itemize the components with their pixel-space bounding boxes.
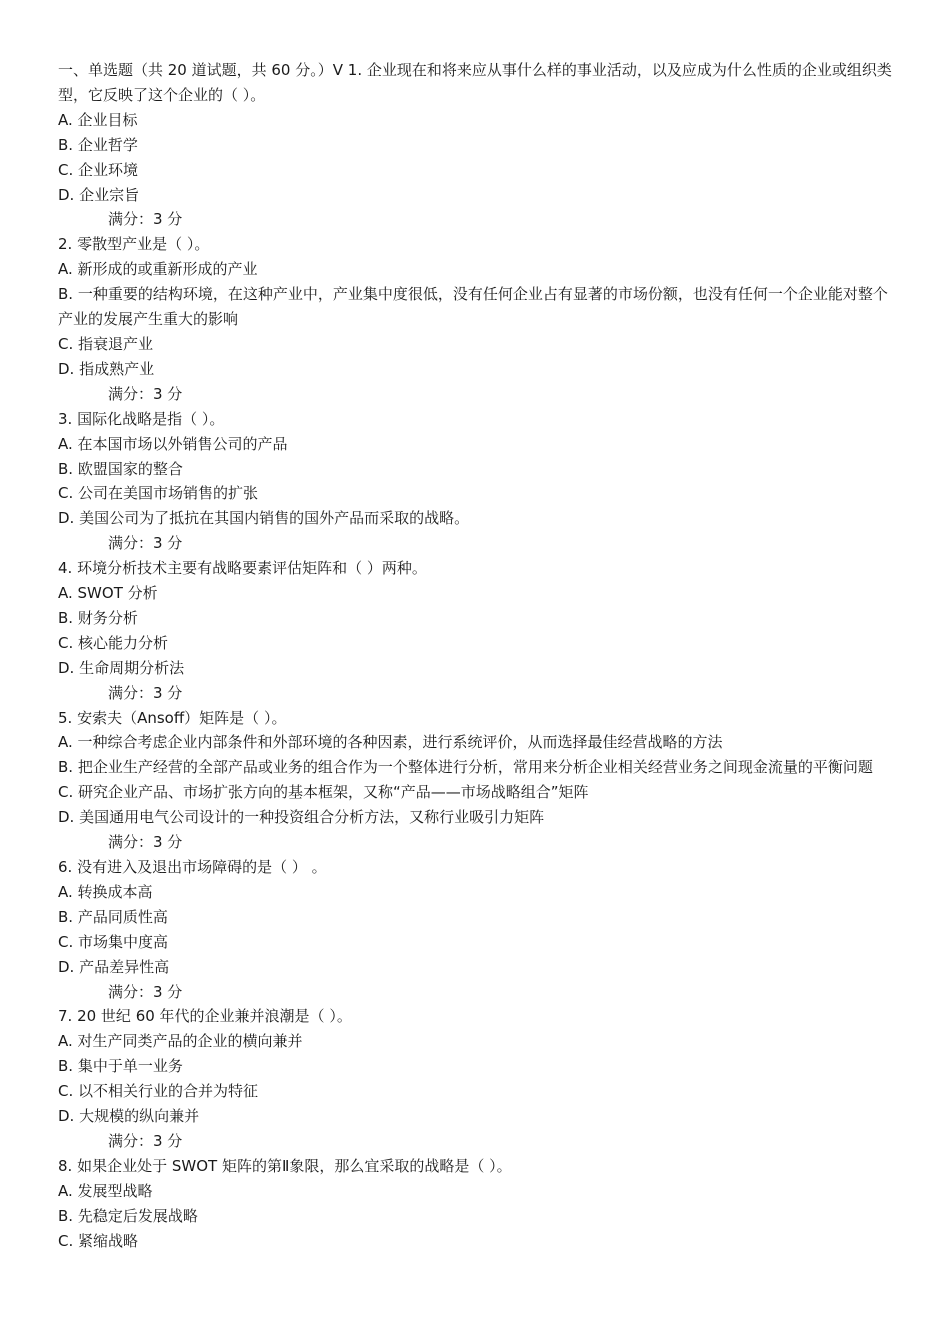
option-d: D. 大规模的纵向兼并 bbox=[58, 1107, 200, 1126]
option-b: B. 集中于单一业务 bbox=[58, 1057, 183, 1076]
question-3: 3. 国际化战略是指（ ）。 bbox=[58, 409, 225, 428]
option-c: C. 紧缩战略 bbox=[58, 1231, 139, 1250]
option-a: A. 在本国市场以外销售公司的产品 bbox=[58, 434, 288, 453]
score-line: 满分：3 分 bbox=[108, 1131, 183, 1150]
option-b: B. 财务分析 bbox=[58, 608, 138, 627]
option-d: D. 指成熟产业 bbox=[58, 359, 155, 378]
question-1-options bbox=[58, 108, 894, 208]
question-7: 7. 20 世纪 60 年代的企业兼并浪潮是（ ）。 bbox=[58, 1007, 352, 1026]
option-a: A. 对生产同类产品的企业的横向兼并 bbox=[58, 1032, 303, 1051]
option-d: D. 产品差异性高 bbox=[58, 957, 170, 976]
option-c: C. 指衰退产业 bbox=[58, 334, 154, 353]
option-b: B. 产品同质性高 bbox=[58, 907, 168, 926]
option-a: A. SWOT 分析 bbox=[58, 584, 158, 603]
option-d: D. 企业宗旨 bbox=[58, 185, 140, 204]
option-a: A. 一种综合考虑企业内部条件和外部环境的各种因素，进行系统评价，从而选择最佳经营战略的方法 bbox=[58, 733, 723, 752]
question-5: 5. 安索夫（Ansoff）矩阵是（ ）。 bbox=[58, 708, 287, 727]
score-line: 满分：3 分 bbox=[108, 683, 183, 702]
score-line: 满分：3 分 bbox=[108, 384, 183, 403]
option-d: D. 美国通用电气公司设计的一种投资组合分析方法，又称行业吸引力矩阵 bbox=[58, 808, 545, 827]
option-a: A. 企业目标 bbox=[58, 110, 138, 129]
option-b: B. 欧盟国家的整合 bbox=[58, 459, 183, 478]
option-a: A. 发展型战略 bbox=[58, 1181, 153, 1200]
score-line: 满分：3 分 bbox=[108, 534, 183, 553]
score-line: 满分：3 分 bbox=[108, 982, 183, 1001]
question-6: 6. 没有进入及退出市场障碍的是（ ） 。 bbox=[58, 858, 327, 876]
score-line: 满分：3 分 bbox=[108, 210, 183, 229]
question-4: 4. 环境分析技术主要有战略要素评估矩阵和（ ）两种。 bbox=[58, 559, 427, 578]
option-a: A. 新形成的或重新形成的产业 bbox=[58, 260, 258, 279]
option-b: B. 一种重要的结构环境，在这种产业中，产业集中度很低，没有任何企业占有显著的市场份额，也没有任何一个企业能对整个产业的发展产生重大的影响 bbox=[58, 285, 888, 329]
question-2: 2. 零散型产业是（ ）。 bbox=[58, 235, 210, 254]
option-c: C. 以不相关行业的合并为特征 bbox=[58, 1082, 259, 1101]
document-page bbox=[58, 58, 894, 1254]
score-line: 满分：3 分 bbox=[108, 833, 183, 852]
option-c: C. 市场集中度高 bbox=[58, 932, 169, 951]
option-b: B. 把企业生产经营的全部产品或业务的组合作为一个整体进行分析，常用来分析企业相关经营业务之间现金流量的平衡问题 bbox=[58, 758, 873, 777]
question-8: 8. 如果企业处于 SWOT 矩阵的第Ⅱ象限，那么宜采取的战略是（ ）。 bbox=[58, 1156, 512, 1175]
option-d: D. 美国公司为了抵抗在其国内销售的国外产品而采取的战略。 bbox=[58, 509, 470, 528]
option-c: C. 企业环境 bbox=[58, 160, 139, 179]
section-header-question-1: 一、单选题（共 20 道试题，共 60 分。）V 1. 企业现在和将来应从事什么样的事业活动，以及应成为什么性质的企业或组织类型，它反映了这个企业的（ ）。 bbox=[58, 61, 892, 104]
option-b: B. 先稳定后发展战略 bbox=[58, 1206, 198, 1225]
option-c: C. 研究企业产品、市场扩张方向的基本框架，又称“产品——市场战略组合”矩阵 bbox=[58, 783, 589, 802]
option-d: D. 生命周期分析法 bbox=[58, 658, 185, 677]
option-a: A. 转换成本高 bbox=[58, 882, 153, 901]
option-b: B. 企业哲学 bbox=[58, 135, 138, 154]
option-c: C. 核心能力分析 bbox=[58, 633, 169, 652]
option-c: C. 公司在美国市场销售的扩张 bbox=[58, 484, 259, 503]
